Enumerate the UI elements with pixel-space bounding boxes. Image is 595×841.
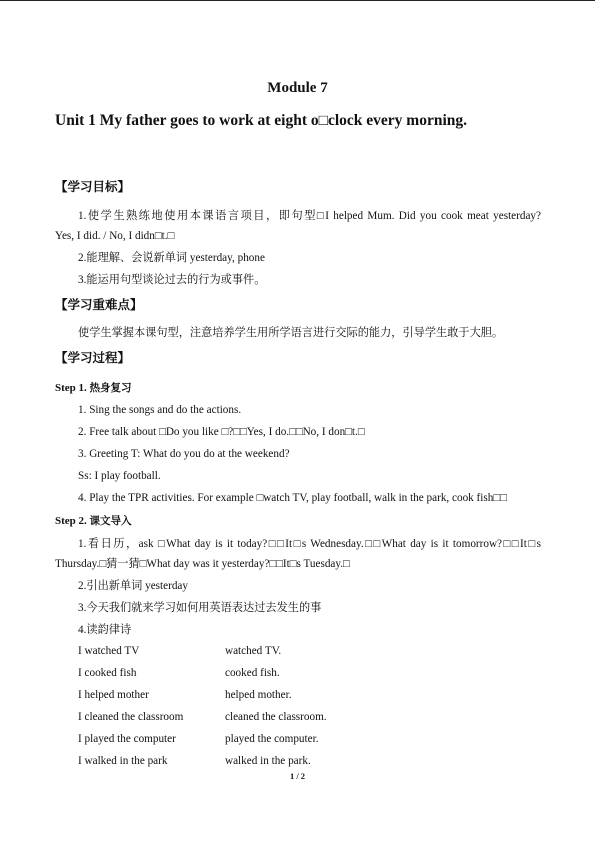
step-2-item-3: 3.今天我们就来学习如何用英语表达过去发生的事 [78,602,322,614]
module-title: Module 7 [267,80,328,96]
step-1-heading [55,380,132,395]
poem-line-left: I helped mother [78,689,149,701]
step-1-item-3: 3. Greeting T: What do you do at the weekend? [78,448,290,460]
goals-line-3: 3.能运用句型谈论过去的行为或事件。 [78,274,266,286]
step-2-item-1a: 1.看日历，ask □What day is it today?□□It□s Wednesday.□□What day is it tomorrow?□□It□s [78,538,541,550]
poem-line-left: I walked in the park [78,755,168,767]
step-1-label: Step 1. [55,382,87,394]
poem-line-right: played the computer. [225,733,319,745]
poem-line-right: watched TV. [225,645,282,657]
step-2-item-2: 2.引出新单词 yesterday [78,580,188,592]
step-2-title: 课文导入 [89,515,132,527]
poem-line-left: I cooked fish [78,667,137,679]
poem-line-right: helped mother. [225,689,292,701]
step-2-item-1b: Thursday.□猜一猜□What day was it yesterday?□□It□s Tuesday.□ [55,558,350,570]
step-1-item-2: 2. Free talk about □Do you like □?□□Yes, I do.□□No, I don□t.□ [78,426,365,438]
poem-line-right: cooked fish. [225,667,280,679]
step-1-item-4: Ss: I play football. [78,470,161,482]
page-number: 1 / 2 [289,771,306,781]
poem-line-left: I played the computer [78,733,176,745]
goals-line-1b: Yes, I did. / No, I didn□t.□ [55,230,175,242]
step-1-title: 热身复习 [89,382,132,394]
step-2-heading [55,513,132,528]
step-2-label: Step 2. [55,515,87,527]
step-1-item-5: 4. Play the TPR activities. For example □watch TV, play football, walk in the park, cook fish□□ [78,492,507,504]
key-points-text: 使学生掌握本课句型，注意培养学生用所学语言进行交际的能力，引导学生敢于大胆。 [78,327,504,339]
goals-line-2: 2.能理解、会说新单词 yesterday, phone [78,252,265,264]
poem-line-left: I cleaned the classroom [78,711,184,723]
process-heading: 【学习过程】 [55,350,131,365]
poem-line-right: walked in the park. [225,755,311,767]
poem-line-left: I watched TV [78,645,140,657]
step-1-item-1: 1. Sing the songs and do the actions. [78,404,242,416]
goals-heading: 【学习目标】 [55,179,131,194]
unit-title: Unit 1 My father goes to work at eight o□clock every morning. [55,112,468,129]
poem-line-right: cleaned the classroom. [225,711,327,723]
goals-line-1a: 1.使学生熟练地使用本课语言项目，即句型□I helped Mum. Did you cook meat yesterday? [78,210,541,222]
step-2-item-4: 4.读韵律诗 [78,624,132,636]
key-points-heading: 【学习重难点】 [55,297,143,312]
